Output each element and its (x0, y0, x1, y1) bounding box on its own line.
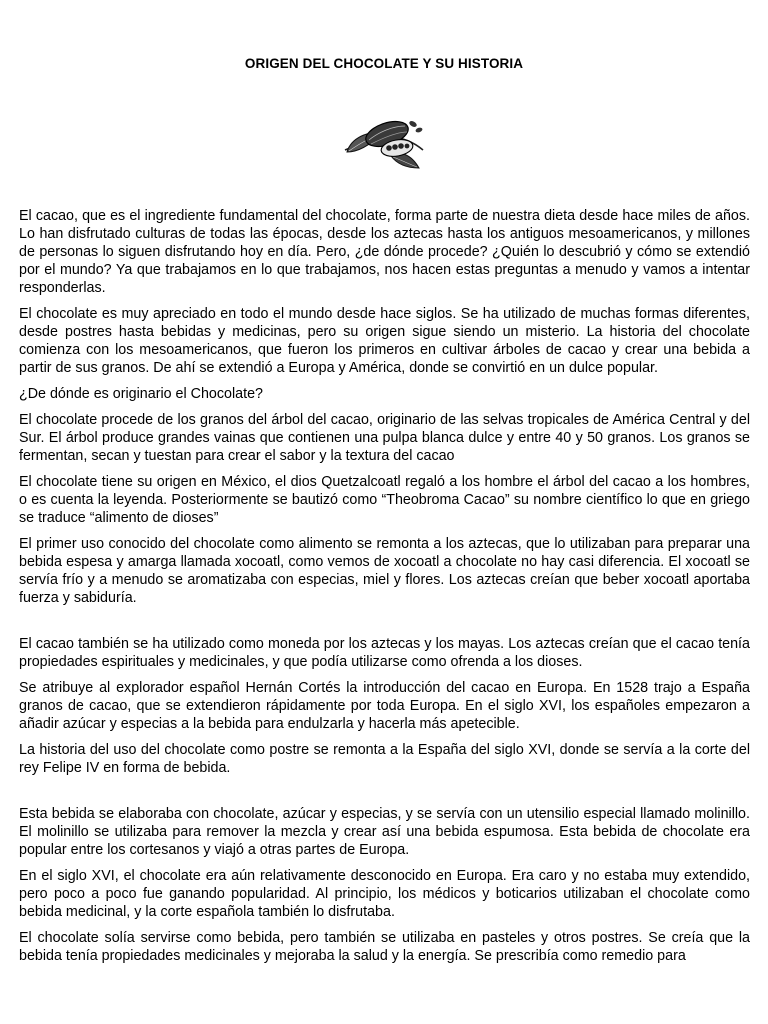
paragraph-cortes: Se atribuye al explorador español Hernán Cortés la introducción del cacao en Europa. En 1528 trajo a España granos de cacao, que se extendieron rápidamente por toda Europa. En el siglo XVI, los españoles empezaron a añadir azúcar y especias a la bebida para endulzarla y hacerla más apetecible. (19, 680, 750, 732)
paragraph-aztecs: El primer uso conocido del chocolate como alimento se remonta a los aztecas, que lo utilizaban para preparar una bebida espesa y amarga llamada xocoatl, como vemos de xocoatl a chocolate no hay casi diferencia. El xocoatl se servía frío y a menudo se aromatizaba con especias, miel y flores. Los aztecas creían que beber xocoatl aportaba fuerza y sabiduría. (19, 536, 750, 606)
paragraph-currency: El cacao también se ha utilizado como moneda por los aztecas y los mayas. Los aztecas creían que el cacao tenía propiedades espirituales y medicinales, y que podía utilizarse como ofrenda a los dioses. (19, 636, 750, 670)
paragraph-intro: El cacao, que es el ingrediente fundamental del chocolate, forma parte de nuestra dieta desde hace miles de años. Lo han disfrutado culturas de todas las épocas, desde los aztecas hasta los antiguos mesoamericanos, y millones de personas lo siguen disfrutando hoy en día. Pero, ¿de dónde procede? ¿Quién lo descubrió y cómo se extendió por el mundo? Ya que trabajamos en lo que trabajamos, nos hacen estas preguntas a menudo y vamos a intentar responderlas. (19, 208, 750, 296)
paragraph-question: ¿De dónde es originario el Chocolate? (19, 386, 263, 402)
paragraph-beverage: El chocolate solía servirse como bebida, pero también se utilizaba en pasteles y otros postres. Se creía que la bebida tenía propiedades medicinales y mejoraba la salud y la energía. Se prescribía como remedio para (19, 930, 750, 964)
paragraph-appreciation: El chocolate es muy apreciado en todo el mundo desde hace siglos. Se ha utilizado de muchas formas diferentes, desde postres hasta bebidas y medicinas, pero su origen sigue siendo un misterio. La historia del chocolate comienza con los mesoamericanos, que fueron los primeros en cultivar árboles de cacao y crear una bebida a partir de sus granos. De ahí se extendió a Europa y América, donde se convirtió en un dulce popular. (19, 306, 750, 376)
paragraph-origin: El chocolate procede de los granos del árbol del cacao, originario de las selvas tropicales de América Central y del Sur. El árbol produce grandes vainas que contienen una pulpa blanca dulce y entre 40 y 50 granos. Los granos se fermentan, secan y tuestan para crear el sabor y la textura del cacao (19, 412, 750, 464)
document-body (19, 207, 750, 973)
paragraph-xvi-century: En el siglo XVI, el chocolate era aún relativamente desconocido en Europa. Era caro y no estaba muy extendido, pero poco a poco fue ganando popularidad. Al principio, los médicos y boticarios utilizaban el chocolate como bebida medicinal, y la corte española también lo disfrutaba. (19, 868, 750, 920)
paragraph-molinillo: Esta bebida se elaboraba con chocolate, azúcar y especias, y se servía con un utensilio especial llamado molinillo. El molinillo se utilizaba para remover la mezcla y crear así una bebida espumosa. Esta bebida de chocolate era popular entre los cortesanos y viajó a otras partes de Europa. (19, 806, 750, 858)
cacao-pod-illustration-icon (341, 110, 427, 174)
paragraph-dessert: La historia del uso del chocolate como postre se remonta a la España del siglo XVI, donde se servía a la corte del rey Felipe IV en forma de bebida. (19, 742, 750, 776)
paragraph-mexico: El chocolate tiene su origen en México, el dios Quetzalcoatl regaló a los hombre el árbol del cacao a los hombres, o es cuenta la leyenda. Posteriormente se bautizó como “Theobroma Cacao” su nombre científico lo que en griego se traduce “alimento de dioses” (19, 474, 750, 526)
document-title: ORIGEN DEL CHOCOLATE Y SU HISTORIA (244, 56, 524, 71)
